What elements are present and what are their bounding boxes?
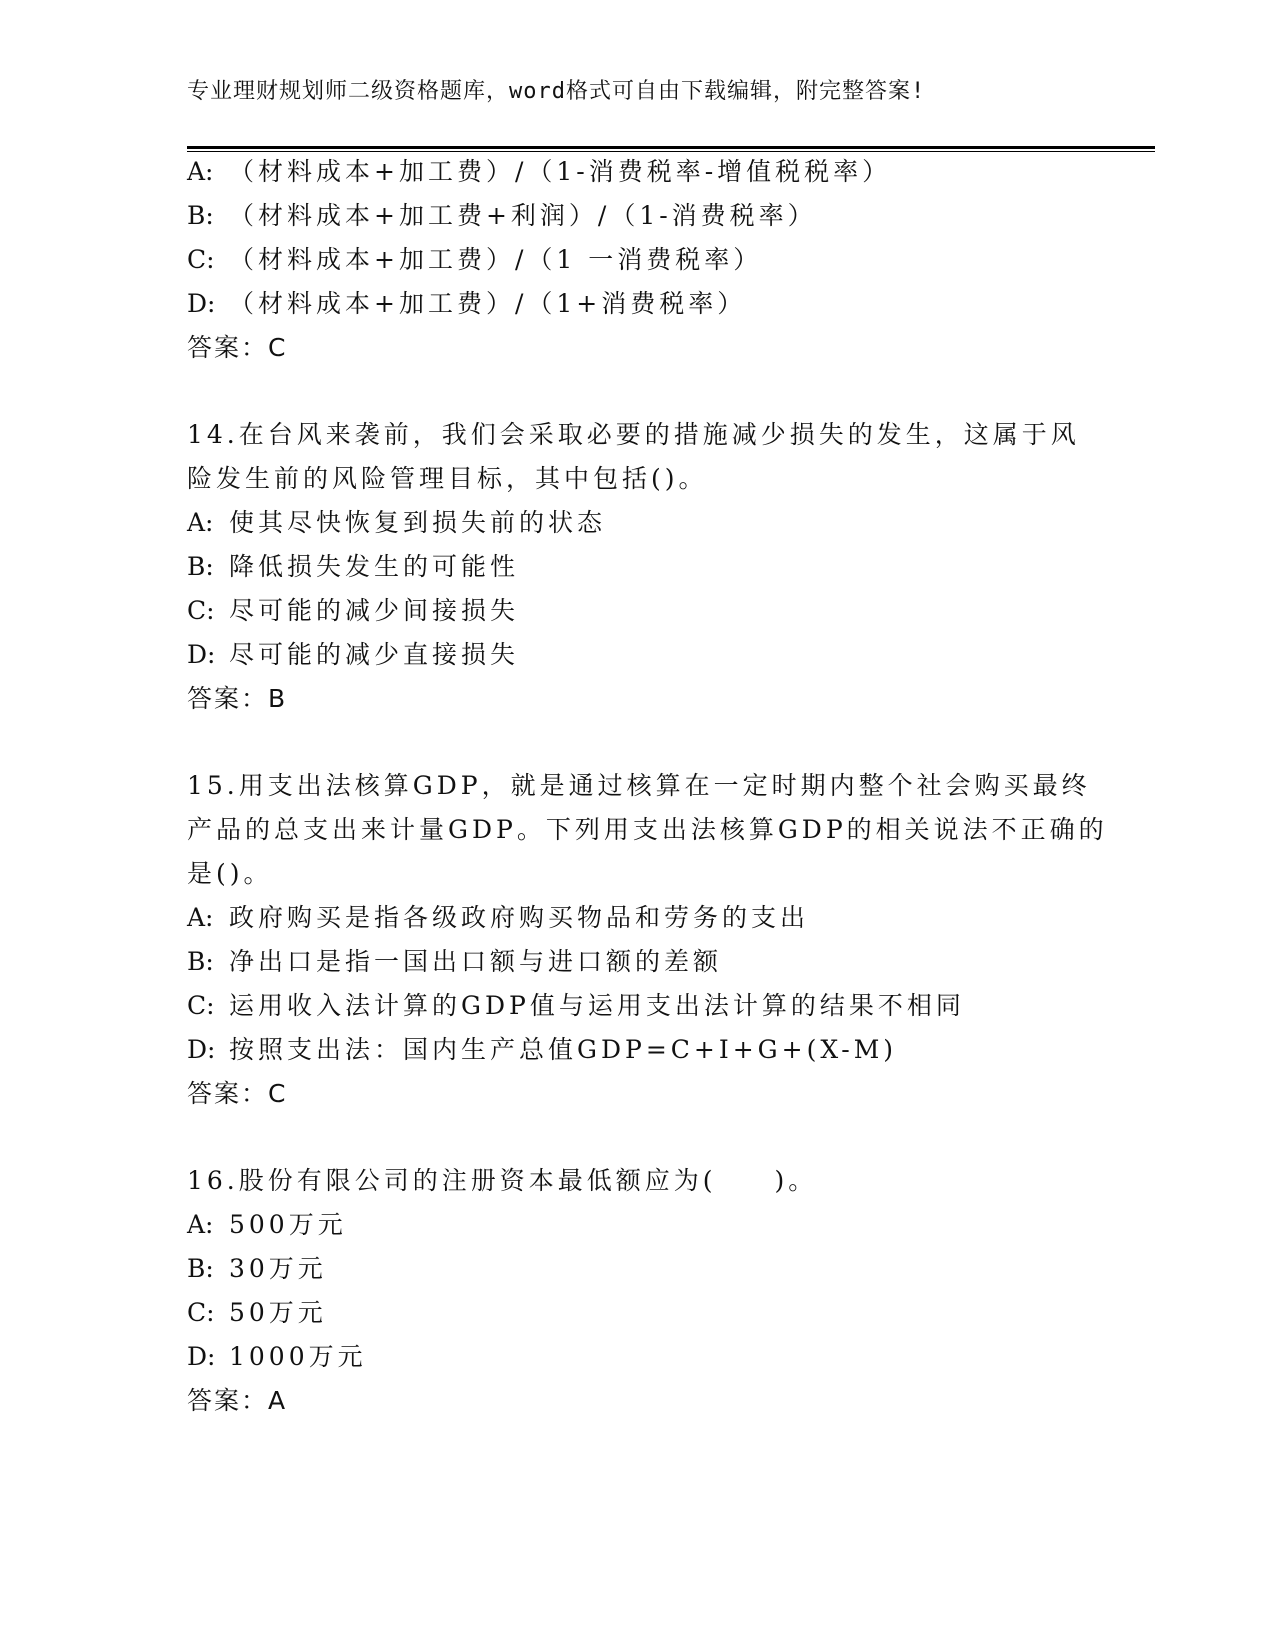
q14-stem-line-1: 14.在台风来袭前，我们会采取必要的措施减少损失的发生，这属于风 <box>187 420 1080 449</box>
option-text: 运用收入法计算的GDP值与运用支出法计算的结果不相同 <box>229 991 965 1020</box>
option-label: D: <box>187 1035 216 1064</box>
option-label: B: <box>187 201 214 230</box>
option-label: D: <box>187 289 216 318</box>
option-text: （材料成本+加工费）/（1+消费税率） <box>229 289 747 318</box>
q14-option-d <box>187 640 519 670</box>
option-label: B: <box>187 1254 214 1283</box>
option-text: 尽可能的减少间接损失 <box>229 596 520 625</box>
option-text: 净出口是指一国出口额与进口额的差额 <box>229 947 723 976</box>
q15-option-c <box>187 991 965 1021</box>
option-text: 降低损失发生的可能性 <box>229 552 520 581</box>
option-text: 50万元 <box>229 1298 327 1327</box>
q15-stem-line-2: 产品的总支出来计量GDP。下列用支出法核算GDP的相关说法不正确的 <box>187 815 1108 844</box>
option-label: B: <box>187 947 214 976</box>
option-label: A: <box>187 1210 214 1239</box>
q15-stem-line-3: 是()。 <box>187 859 273 888</box>
q16-answer: 答案：A <box>187 1386 288 1415</box>
q15-answer: 答案：C <box>187 1079 288 1108</box>
header-rule-thin <box>187 151 1155 152</box>
q14-option-c <box>187 596 519 626</box>
option-text: 尽可能的减少直接损失 <box>229 640 520 669</box>
q16-option-c <box>187 1298 327 1328</box>
q15-stem-line-1: 15.用支出法核算GDP，就是通过核算在一定时期内整个社会购买最终 <box>187 771 1091 800</box>
option-label: A: <box>187 157 214 186</box>
q13-option-a <box>187 157 891 187</box>
q16-option-d <box>187 1342 367 1372</box>
option-label: C: <box>187 596 215 625</box>
option-text: 政府购买是指各级政府购买物品和劳务的支出 <box>229 903 810 932</box>
option-label: D: <box>187 640 216 669</box>
q13-answer: 答案：C <box>187 333 288 362</box>
q15-option-a <box>187 903 809 933</box>
q13-option-c <box>187 245 762 275</box>
q16-stem-line-1: 16.股份有限公司的注册资本最低额应为( )。 <box>187 1166 818 1195</box>
option-text: 30万元 <box>229 1254 327 1283</box>
option-label: C: <box>187 245 215 274</box>
q14-option-b <box>187 552 519 582</box>
option-text: （材料成本+加工费）/（1 一消费税率） <box>229 245 763 274</box>
option-text: 按照支出法：国内生产总值GDP=C+I+G+(X-M) <box>229 1035 898 1064</box>
option-label: C: <box>187 1298 215 1327</box>
option-text: （材料成本+加工费）/（1-消费税率-增值税税率） <box>229 157 892 186</box>
option-label: A: <box>187 508 214 537</box>
q15-option-d <box>187 1035 897 1065</box>
option-text: （材料成本+加工费+利润）/（1-消费税率） <box>229 201 817 230</box>
q15-option-b <box>187 947 722 977</box>
option-label: A: <box>187 903 214 932</box>
q16-option-b <box>187 1254 327 1284</box>
q13-option-b <box>187 201 817 231</box>
option-label: B: <box>187 552 214 581</box>
q14-option-a <box>187 508 606 538</box>
option-label: D: <box>187 1342 216 1371</box>
q16-option-a <box>187 1210 347 1240</box>
q14-answer: 答案：B <box>187 684 288 713</box>
header-rule-thick <box>187 146 1155 149</box>
option-text: 使其尽快恢复到损失前的状态 <box>229 508 607 537</box>
option-label: C: <box>187 991 215 1020</box>
q13-option-d <box>187 289 746 319</box>
page-header: 专业理财规划师二级资格题库，word格式可自由下载编辑，附完整答案! <box>187 79 926 104</box>
option-text: 1000万元 <box>229 1342 367 1371</box>
option-text: 500万元 <box>229 1210 347 1239</box>
q14-stem-line-2: 险发生前的风险管理目标，其中包括()。 <box>187 464 708 493</box>
